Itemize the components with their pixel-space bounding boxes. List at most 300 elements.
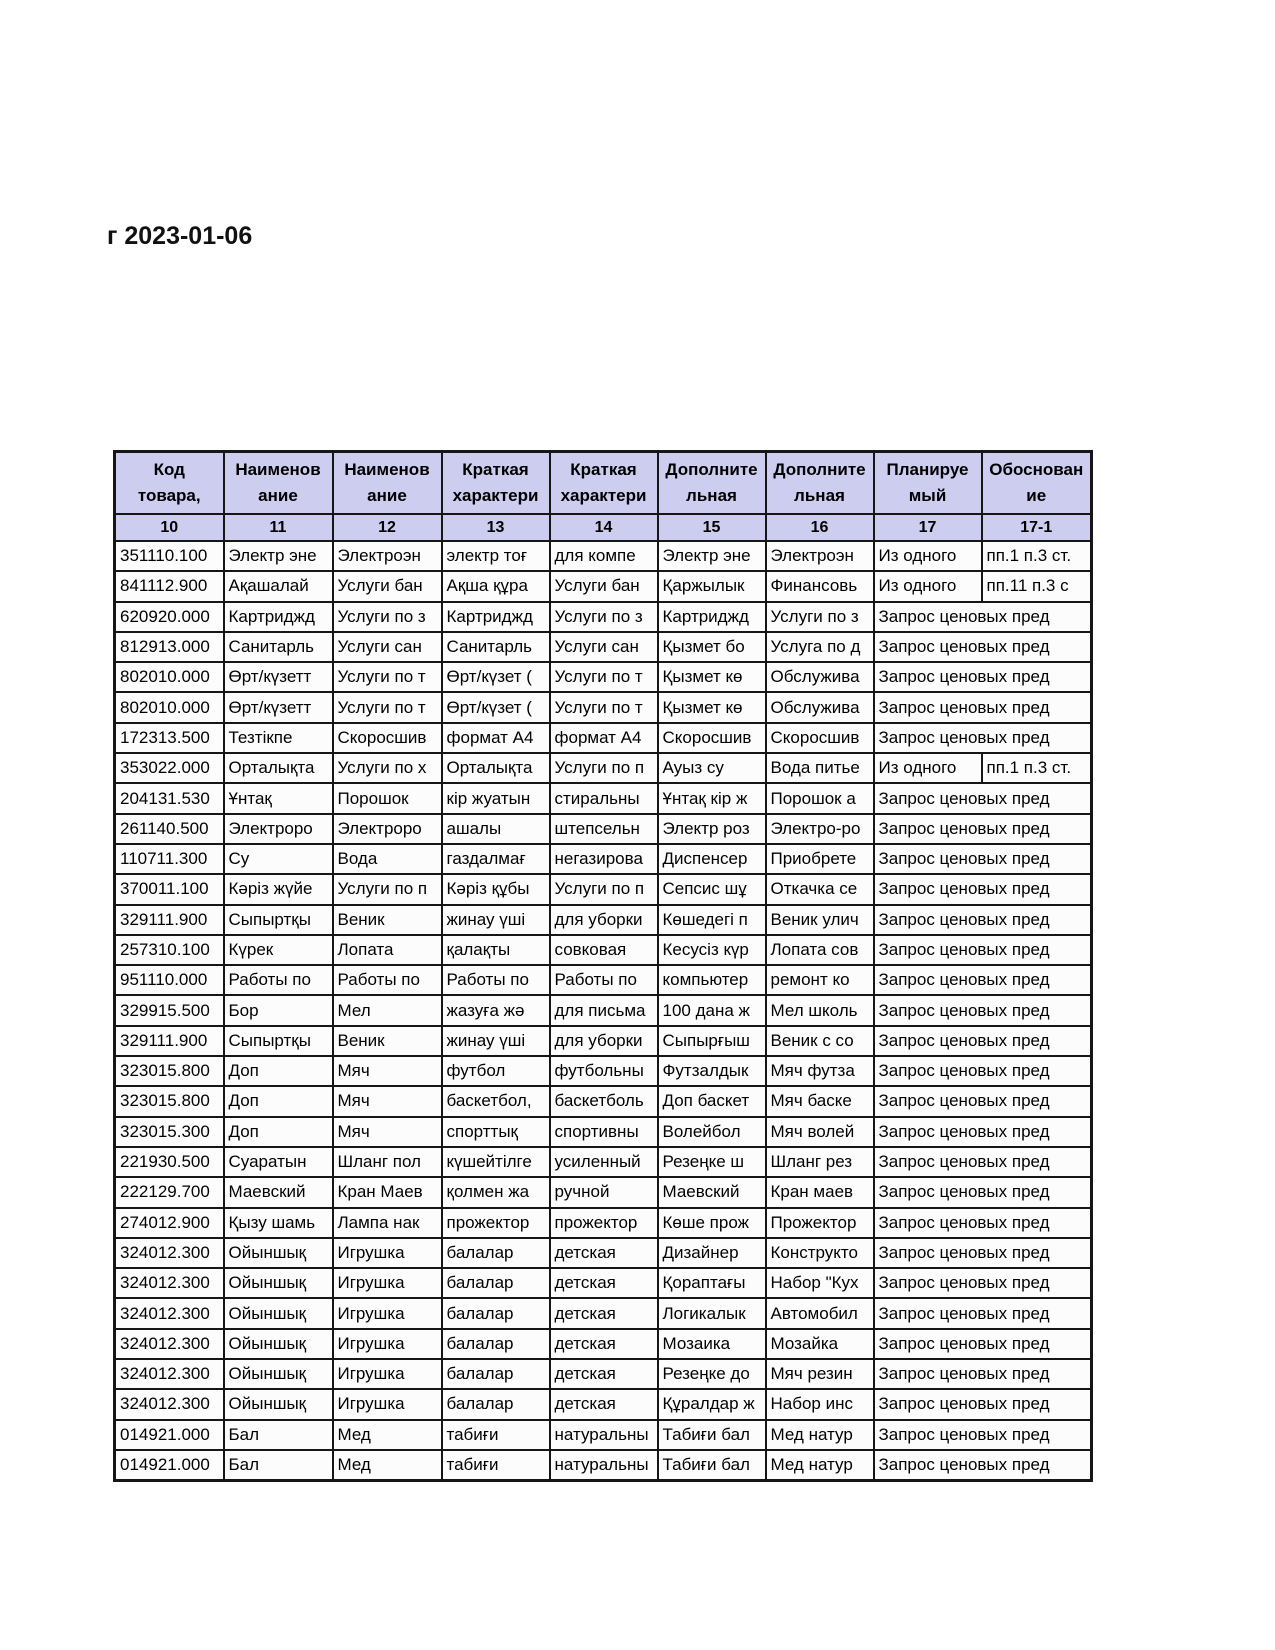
table-row (115, 995, 1092, 1025)
table-cell: Дизайнер (658, 1238, 766, 1268)
table-cell: Электроро (333, 814, 442, 844)
table-cell: Игрушка (333, 1268, 442, 1298)
table-row (115, 723, 1092, 753)
table-cell: Өрт/күзет ( (442, 662, 550, 692)
table-cell: 324012.300 (115, 1268, 224, 1298)
table-row (115, 844, 1092, 874)
table-head (115, 452, 1092, 542)
table-cell: балалар (442, 1329, 550, 1359)
table-cell: для уборки (550, 905, 658, 935)
table-cell: спорттық (442, 1117, 550, 1147)
table-cell: Бал (224, 1420, 333, 1450)
table-cell: усиленный (550, 1147, 658, 1177)
table-cell: Запрос ценовых пред (874, 1026, 1092, 1056)
table-cell: стиральны (550, 783, 658, 813)
table-cell: күшейтілге (442, 1147, 550, 1177)
table-cell: Запрос ценовых пред (874, 1450, 1092, 1481)
table-row (115, 571, 1092, 601)
table-cell: Қызмет кө (658, 662, 766, 692)
table-cell: Порошок а (766, 783, 874, 813)
table-cell: Услуги сан (550, 632, 658, 662)
table-cell: футбол (442, 1056, 550, 1086)
table-cell: Прожектор (766, 1208, 874, 1238)
table-cell: 812913.000 (115, 632, 224, 662)
table-row (115, 1086, 1092, 1116)
table-cell: Сыпыртқы (224, 905, 333, 935)
table-cell: табиғи (442, 1450, 550, 1481)
table-cell: 014921.000 (115, 1450, 224, 1481)
table-cell: Услуги по п (333, 874, 442, 904)
table-cell: Услуги по т (333, 692, 442, 722)
table-cell: балалар (442, 1268, 550, 1298)
table-cell: Электроэн (766, 541, 874, 571)
table-cell: Запрос ценовых пред (874, 874, 1092, 904)
table-cell: Работы по (333, 965, 442, 995)
table-cell: Услуги по т (333, 662, 442, 692)
table-row (115, 1359, 1092, 1389)
table-cell: Картриджд (442, 602, 550, 632)
table-cell: Орталықта (224, 753, 333, 783)
table-cell: детская (550, 1389, 658, 1419)
table-cell: Өрт/күзетт (224, 662, 333, 692)
table-cell: Запрос ценовых пред (874, 692, 1092, 722)
table-cell: прожектор (550, 1208, 658, 1238)
table-cell: Мяч резин (766, 1359, 874, 1389)
table-cell: Мяч баске (766, 1086, 874, 1116)
table-cell: Запрос ценовых пред (874, 1420, 1092, 1450)
table-cell: Мяч (333, 1056, 442, 1086)
table-cell: Запрос ценовых пред (874, 1329, 1092, 1359)
table-cell: Тезтікпе (224, 723, 333, 753)
table-cell: Футзалдык (658, 1056, 766, 1086)
table-cell: Запрос ценовых пред (874, 1117, 1092, 1147)
table-cell: кір жуатын (442, 783, 550, 813)
table-cell: 620920.000 (115, 602, 224, 632)
table-cell: Ойыншық (224, 1329, 333, 1359)
column-header: Обоснован ие (982, 452, 1092, 515)
table-cell: Вода (333, 844, 442, 874)
table-cell: Мед (333, 1450, 442, 1481)
table-cell: 257310.100 (115, 935, 224, 965)
table-cell: 172313.500 (115, 723, 224, 753)
table-row (115, 965, 1092, 995)
table-cell: Ойыншық (224, 1298, 333, 1328)
table-cell: Мозайка (766, 1329, 874, 1359)
table-cell: 110711.300 (115, 844, 224, 874)
table-row (115, 1329, 1092, 1359)
table-cell: совковая (550, 935, 658, 965)
table-cell: Ауыз су (658, 753, 766, 783)
procurement-table (113, 450, 1093, 1482)
table-cell: Өрт/күзетт (224, 692, 333, 722)
table-row (115, 1298, 1092, 1328)
table-cell: Электроэн (333, 541, 442, 571)
table-cell: Қораптағы (658, 1268, 766, 1298)
table-cell: Запрос ценовых пред (874, 844, 1092, 874)
table-cell: балалар (442, 1298, 550, 1328)
table-cell: қолмен жа (442, 1177, 550, 1207)
table-cell: Суаратын (224, 1147, 333, 1177)
table-cell: Кәріз жүйе (224, 874, 333, 904)
table-cell: формат А4 (550, 723, 658, 753)
table-row (115, 783, 1092, 813)
table-cell: Услуги по п (550, 753, 658, 783)
table-cell: қалақты (442, 935, 550, 965)
table-cell: Услуги по т (550, 692, 658, 722)
column-header: Краткая характери (550, 452, 658, 515)
table-cell: Лопата (333, 935, 442, 965)
table-cell: детская (550, 1268, 658, 1298)
table-cell: Игрушка (333, 1298, 442, 1328)
table-row (115, 1147, 1092, 1177)
table-cell: 323015.300 (115, 1117, 224, 1147)
table-cell: Запрос ценовых пред (874, 1208, 1092, 1238)
table-cell: 324012.300 (115, 1238, 224, 1268)
table-cell: Веник (333, 905, 442, 935)
column-header: Наименов ание (224, 452, 333, 515)
table-cell: Работы по (442, 965, 550, 995)
table-cell: Игрушка (333, 1238, 442, 1268)
column-number-header: 16 (766, 514, 874, 541)
table-row (115, 1026, 1092, 1056)
table-cell: Запрос ценовых пред (874, 783, 1092, 813)
table-cell: формат А4 (442, 723, 550, 753)
table-row (115, 753, 1092, 783)
table-cell: Санитарль (224, 632, 333, 662)
table-cell: Из одного (874, 753, 982, 783)
table-cell: для письма (550, 995, 658, 1025)
column-number-header: 10 (115, 514, 224, 541)
table-cell: детская (550, 1329, 658, 1359)
table-cell: Запрос ценовых пред (874, 632, 1092, 662)
table-cell: 370011.100 (115, 874, 224, 904)
table-cell: Услуга по д (766, 632, 874, 662)
table-row (115, 692, 1092, 722)
table-cell: Кесусіз күр (658, 935, 766, 965)
table-cell: Скоросшив (658, 723, 766, 753)
table-cell: Ойыншық (224, 1268, 333, 1298)
table-cell: Су (224, 844, 333, 874)
table-cell: газдалмағ (442, 844, 550, 874)
table-cell: Обслужива (766, 662, 874, 692)
table-row (115, 1389, 1092, 1419)
column-header: Планируе мый (874, 452, 982, 515)
table-body (115, 541, 1092, 1481)
table-cell: Орталықта (442, 753, 550, 783)
table-cell: Запрос ценовых пред (874, 935, 1092, 965)
table-cell: Бал (224, 1450, 333, 1481)
table-cell: 324012.300 (115, 1298, 224, 1328)
table-cell: Запрос ценовых пред (874, 1298, 1092, 1328)
table-cell: ремонт ко (766, 965, 874, 995)
table-cell: Обслужива (766, 692, 874, 722)
table-row (115, 541, 1092, 571)
table-cell: 014921.000 (115, 1420, 224, 1450)
table-cell: 329915.500 (115, 995, 224, 1025)
table-cell: натуральны (550, 1450, 658, 1481)
table-cell: Мед натур (766, 1420, 874, 1450)
table-cell: Конструкто (766, 1238, 874, 1268)
table-cell: Көшедегі п (658, 905, 766, 935)
table-cell: Запрос ценовых пред (874, 995, 1092, 1025)
table-cell: Услуги бан (550, 571, 658, 601)
column-number-header: 14 (550, 514, 658, 541)
column-number-header: 13 (442, 514, 550, 541)
table-cell: Мел (333, 995, 442, 1025)
table-cell: Ұнтақ кір ж (658, 783, 766, 813)
date-heading: г 2023-01-06 (107, 222, 253, 250)
table-cell: Работы по (224, 965, 333, 995)
table-cell: Запрос ценовых пред (874, 723, 1092, 753)
table-cell: Игрушка (333, 1329, 442, 1359)
table-cell: Веник (333, 1026, 442, 1056)
table-cell: Картриджд (658, 602, 766, 632)
table-cell: пп.1 п.3 ст. (982, 541, 1092, 571)
table-cell: 324012.300 (115, 1359, 224, 1389)
table-cell: Мел школь (766, 995, 874, 1025)
table-cell: 221930.500 (115, 1147, 224, 1177)
table-cell: табиғи (442, 1420, 550, 1450)
table-cell: Электр эне (224, 541, 333, 571)
table-cell: балалар (442, 1238, 550, 1268)
table-cell: детская (550, 1359, 658, 1389)
table-row (115, 632, 1092, 662)
table-cell: 329111.900 (115, 1026, 224, 1056)
table-row (115, 1117, 1092, 1147)
table-cell: ручной (550, 1177, 658, 1207)
table-row (115, 874, 1092, 904)
table-cell: Доп (224, 1086, 333, 1116)
table-cell: негазирова (550, 844, 658, 874)
table-cell: Услуги по з (550, 602, 658, 632)
table-cell: натуральны (550, 1420, 658, 1450)
table-cell: Работы по (550, 965, 658, 995)
table-cell: жинау үші (442, 1026, 550, 1056)
table-cell: Услуги по п (550, 874, 658, 904)
table-cell: Өрт/күзет ( (442, 692, 550, 722)
table-cell: Запрос ценовых пред (874, 1238, 1092, 1268)
table-cell: Из одного (874, 541, 982, 571)
table-cell: электр тоғ (442, 541, 550, 571)
table-cell: Қаржылык (658, 571, 766, 601)
column-number-header: 17-1 (982, 514, 1092, 541)
table-cell: балалар (442, 1389, 550, 1419)
table-cell: Ойыншық (224, 1359, 333, 1389)
table-cell: Электроро (224, 814, 333, 844)
table-cell: Маевский (224, 1177, 333, 1207)
table-cell: Мяч волей (766, 1117, 874, 1147)
column-header: Код товара, (115, 452, 224, 515)
table-cell: Табиғи бал (658, 1420, 766, 1450)
table-cell: Резеңке ш (658, 1147, 766, 1177)
header-row-labels (115, 452, 1092, 515)
table-cell: Запрос ценовых пред (874, 965, 1092, 995)
table-cell: 261140.500 (115, 814, 224, 844)
table-cell: Логикалык (658, 1298, 766, 1328)
table-cell: 802010.000 (115, 662, 224, 692)
table-cell: 323015.800 (115, 1086, 224, 1116)
column-header: Наименов ание (333, 452, 442, 515)
table-cell: Веник с со (766, 1026, 874, 1056)
table-row (115, 1420, 1092, 1450)
table-cell: Услуги сан (333, 632, 442, 662)
table-cell: жинау үші (442, 905, 550, 935)
table-cell: для уборки (550, 1026, 658, 1056)
table-cell: Игрушка (333, 1359, 442, 1389)
table-cell: Табиғи бал (658, 1450, 766, 1481)
table-cell: Қызмет бо (658, 632, 766, 662)
table-cell: Сепсис шұ (658, 874, 766, 904)
column-header: Дополните льная (658, 452, 766, 515)
column-number-header: 15 (658, 514, 766, 541)
table-cell: Волейбол (658, 1117, 766, 1147)
table-cell: баскетбол, (442, 1086, 550, 1116)
column-header: Краткая характери (442, 452, 550, 515)
table-cell: Ойыншық (224, 1238, 333, 1268)
table-cell: Доп баскет (658, 1086, 766, 1116)
table-cell: Ақша құра (442, 571, 550, 601)
table-cell: 100 дана ж (658, 995, 766, 1025)
table-cell: Вода питье (766, 753, 874, 783)
table-cell: Мед (333, 1420, 442, 1450)
table-cell: Ойыншық (224, 1389, 333, 1419)
table-cell: Шланг рез (766, 1147, 874, 1177)
table-cell: Услуги бан (333, 571, 442, 601)
table-cell: Из одного (874, 571, 982, 601)
table-cell: Қызмет кө (658, 692, 766, 722)
column-number-header: 12 (333, 514, 442, 541)
table-cell: спортивны (550, 1117, 658, 1147)
table-cell: Көше прож (658, 1208, 766, 1238)
table-cell: Шланг пол (333, 1147, 442, 1177)
table-cell: 351110.100 (115, 541, 224, 571)
table-cell: Лампа нак (333, 1208, 442, 1238)
table-cell: Запрос ценовых пред (874, 1056, 1092, 1086)
table-cell: Сыпыртқы (224, 1026, 333, 1056)
table-row (115, 814, 1092, 844)
table-cell: Услуги по т (550, 662, 658, 692)
table-cell: Веник улич (766, 905, 874, 935)
table-cell: 274012.900 (115, 1208, 224, 1238)
table-cell: штепсельн (550, 814, 658, 844)
table-cell: Санитарль (442, 632, 550, 662)
table-cell: Запрос ценовых пред (874, 1389, 1092, 1419)
table-cell: Диспенсер (658, 844, 766, 874)
table-cell: Сыпырғыш (658, 1026, 766, 1056)
table-cell: Күрек (224, 935, 333, 965)
table-cell: Запрос ценовых пред (874, 662, 1092, 692)
table-row (115, 602, 1092, 632)
table-cell: Скоросшив (766, 723, 874, 753)
table-cell: Запрос ценовых пред (874, 814, 1092, 844)
table-cell: баскетболь (550, 1086, 658, 1116)
table-cell: компьютер (658, 965, 766, 995)
table-cell: Порошок (333, 783, 442, 813)
table-cell: Кран Маев (333, 1177, 442, 1207)
table-cell: 329111.900 (115, 905, 224, 935)
table-row (115, 1268, 1092, 1298)
table-cell: Набор "Кух (766, 1268, 874, 1298)
table-row (115, 905, 1092, 935)
table-cell: Услуги по х (333, 753, 442, 783)
table-cell: Резеңке до (658, 1359, 766, 1389)
table-cell: Кран маев (766, 1177, 874, 1207)
column-number-header: 17 (874, 514, 982, 541)
table-cell: 841112.900 (115, 571, 224, 601)
table-cell: детская (550, 1298, 658, 1328)
table-cell: Услуги по з (333, 602, 442, 632)
table-cell: Ақашалай (224, 571, 333, 601)
table-cell: балалар (442, 1359, 550, 1389)
table-row (115, 1450, 1092, 1481)
table-cell: 951110.000 (115, 965, 224, 995)
table-cell: Игрушка (333, 1389, 442, 1419)
table-row (115, 662, 1092, 692)
table-cell: для компе (550, 541, 658, 571)
table-cell: 802010.000 (115, 692, 224, 722)
table-cell: Приобрете (766, 844, 874, 874)
table-cell: Скоросшив (333, 723, 442, 753)
table-cell: Мяч (333, 1086, 442, 1116)
table-cell: Набор инс (766, 1389, 874, 1419)
table-row (115, 1177, 1092, 1207)
column-number-header: 11 (224, 514, 333, 541)
table-cell: Финансовь (766, 571, 874, 601)
table-container (113, 450, 1090, 1482)
table-cell: 204131.530 (115, 783, 224, 813)
table-row (115, 935, 1092, 965)
table-cell: Мяч футза (766, 1056, 874, 1086)
table-cell: Ұнтақ (224, 783, 333, 813)
table-cell: Мяч (333, 1117, 442, 1147)
header-row-numbers (115, 514, 1092, 541)
table-row (115, 1238, 1092, 1268)
table-cell: 323015.800 (115, 1056, 224, 1086)
table-row (115, 1056, 1092, 1086)
table-cell: Запрос ценовых пред (874, 1359, 1092, 1389)
table-cell: Лопата сов (766, 935, 874, 965)
table-cell: Маевский (658, 1177, 766, 1207)
table-cell: Доп (224, 1056, 333, 1086)
table-cell: Электро-ро (766, 814, 874, 844)
table-cell: Запрос ценовых пред (874, 1086, 1092, 1116)
table-cell: Доп (224, 1117, 333, 1147)
table-cell: ашалы (442, 814, 550, 844)
table-cell: прожектор (442, 1208, 550, 1238)
table-cell: пп.11 п.3 с (982, 571, 1092, 601)
table-cell: детская (550, 1238, 658, 1268)
table-cell: Қызу шамь (224, 1208, 333, 1238)
table-cell: Электр эне (658, 541, 766, 571)
table-cell: Запрос ценовых пред (874, 1268, 1092, 1298)
table-cell: 324012.300 (115, 1389, 224, 1419)
table-cell: Откачка се (766, 874, 874, 904)
table-cell: пп.1 п.3 ст. (982, 753, 1092, 783)
table-cell: Электр роз (658, 814, 766, 844)
table-cell: Услуги по з (766, 602, 874, 632)
table-cell: Бор (224, 995, 333, 1025)
table-cell: Құралдар ж (658, 1389, 766, 1419)
table-cell: Запрос ценовых пред (874, 1147, 1092, 1177)
table-cell: Запрос ценовых пред (874, 905, 1092, 935)
table-cell: жазуға жә (442, 995, 550, 1025)
table-cell: Запрос ценовых пред (874, 1177, 1092, 1207)
table-cell: Запрос ценовых пред (874, 602, 1092, 632)
table-cell: футбольны (550, 1056, 658, 1086)
column-header: Дополните льная (766, 452, 874, 515)
table-cell: Автомобил (766, 1298, 874, 1328)
table-cell: 324012.300 (115, 1329, 224, 1359)
